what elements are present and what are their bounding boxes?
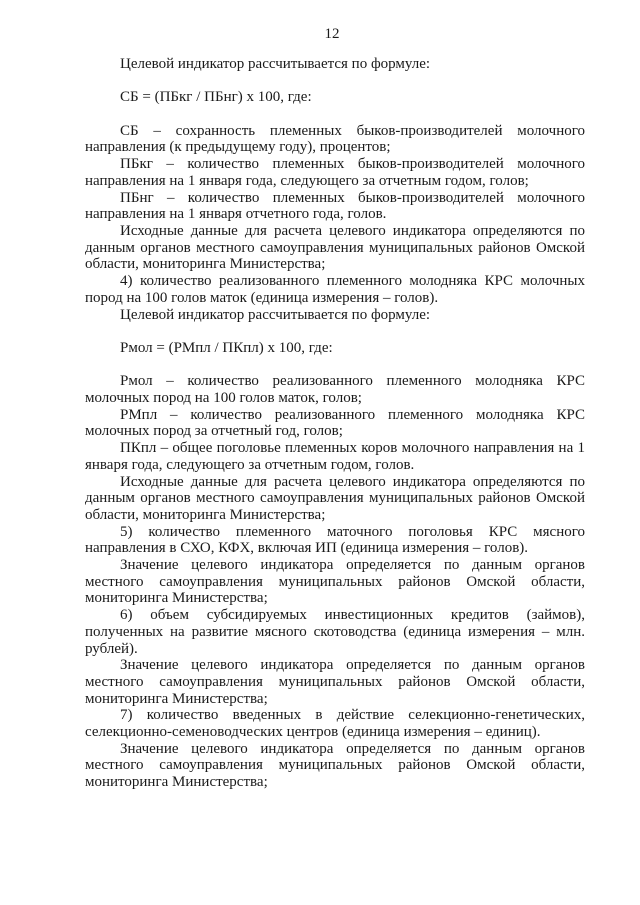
formula-intro: Целевой индикатор рассчитывается по формуле: <box>120 306 431 323</box>
formula-definition: РМпл – количество реализованного племенного молодняка КРС молочных пород за отчетный год, голов; <box>85 406 585 440</box>
formula-definition: ПБкг – количество племенных быков-производителей молочного направления на 1 января года, следующего за отчетным годом, голов; <box>85 156 585 189</box>
formula-definition: Рмол – количество реализованного племенного молодняка КРС молочных пород на 100 голов маток, голов; <box>85 373 585 406</box>
page-number: 12 <box>324 26 340 42</box>
source-paragraph: Исходные данные для расчета целевого индикатора определяются по данным органов местного самоуправления муниципальных районов Омской области, мониторинга Министерства; <box>85 223 585 273</box>
formula: Рмол = (РМпл / ПКпл) x 100, где: <box>120 339 333 356</box>
document-body <box>85 56 585 791</box>
source-paragraph: Исходные данные для расчета целевого индикатора определяются по данным органов местного самоуправления муниципальных районов Омской области, мониторинга Министерства; <box>85 473 585 523</box>
source-paragraph: Значение целевого индикатора определяется по данным органов местного самоуправления муниципальных районов Омской области, мониторинга Министерства; <box>85 657 585 707</box>
formula-definition: ПКпл – общее поголовье племенных коров молочного направления на 1 января года, следующего за отчетным годом, голов. <box>85 440 585 473</box>
formula-definition: СБ – сохранность племенных быков-производителей молочного направления (к предыдущему году), процентов; <box>85 122 585 156</box>
indicator-item: 5) количество племенного маточного поголовья КРС мясного направления в СХО, КФХ, включая ИП (единица измерения – голов). <box>85 523 585 557</box>
indicator-item: 7) количество введенных в действие селекционно-генетических, селекционно-семеноводческих центров (единица измерения – единиц). <box>85 707 585 741</box>
source-paragraph: Значение целевого индикатора определяется по данным органов местного самоуправления муниципальных районов Омской области, мониторинга Министерства; <box>85 740 585 791</box>
formula: СБ = (ПБкг / ПБнг) x 100, где: <box>120 89 312 106</box>
indicator-item: 6) объем субсидируемых инвестиционных кредитов (займов), полученных на развитие мясного скотоводства (единица измерения – млн. рублей). <box>85 607 585 657</box>
source-paragraph: Значение целевого индикатора определяется по данным органов местного самоуправления муниципальных районов Омской области, мониторинга Министерства; <box>85 557 585 607</box>
indicator-item: 4) количество реализованного племенного молодняка КРС молочных пород на 100 голов маток (единица измерения – голов). <box>85 273 585 306</box>
formula-definition: ПБнг – количество племенных быков-производителей молочного направления на 1 января отчетного года, голов. <box>85 189 585 223</box>
formula-intro: Целевой индикатор рассчитывается по формуле: <box>120 56 431 72</box>
